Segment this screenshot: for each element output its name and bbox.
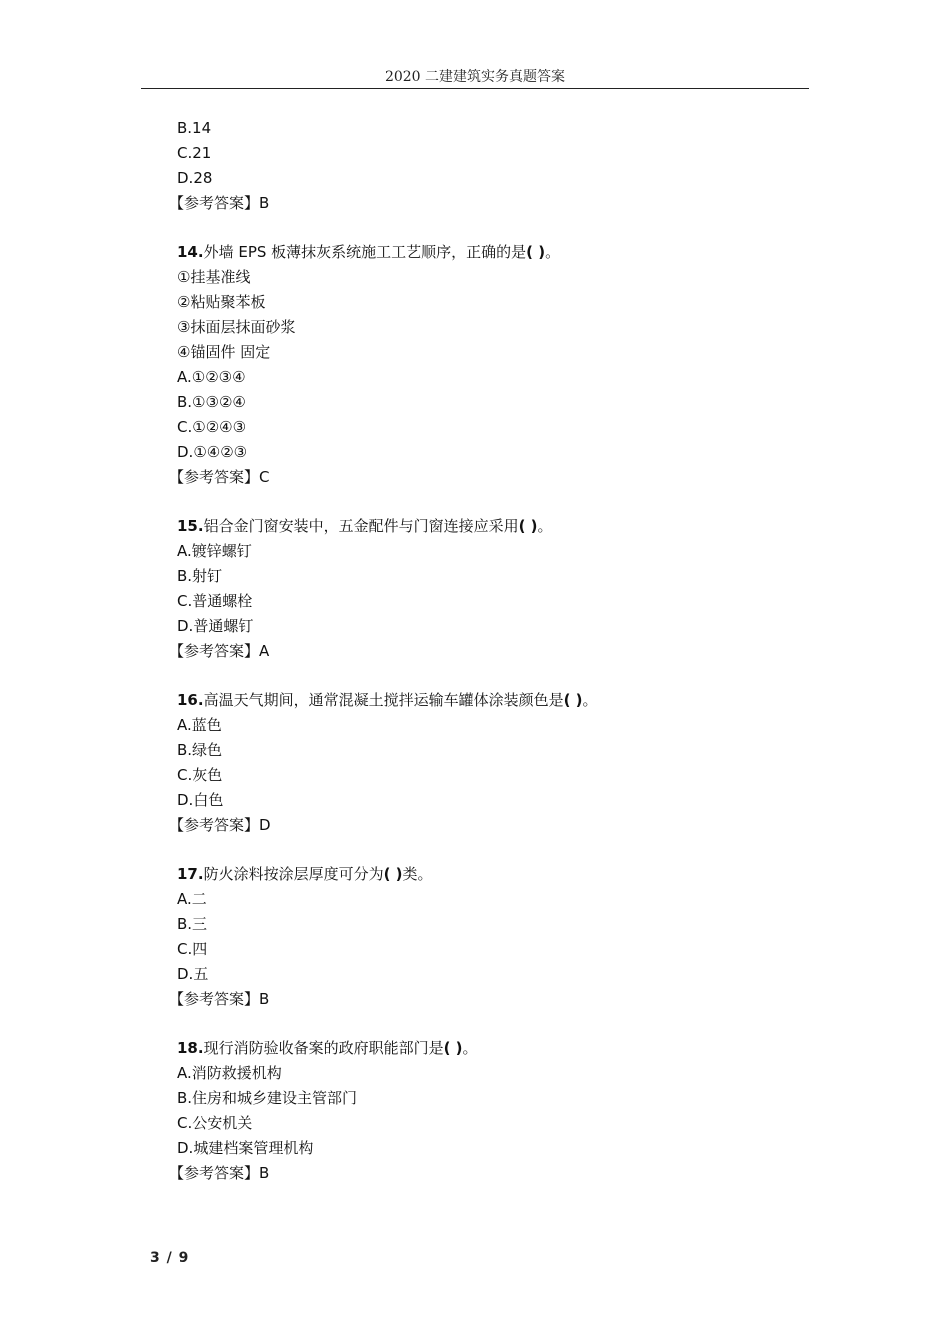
question-blank: ( )	[383, 865, 403, 883]
question-stem	[177, 862, 797, 887]
option-line: D.①④②③	[177, 443, 248, 461]
option-line: C.21	[177, 144, 212, 162]
document-body	[169, 116, 797, 1186]
question-stem	[177, 1036, 797, 1061]
question-number: 17.	[177, 865, 204, 883]
option-line: B.14	[177, 119, 212, 137]
answer-value: A	[259, 642, 270, 660]
question-text: 防火涂料按涂层厚度可分为	[203, 865, 384, 883]
question-text: 高温天气期间，通常混凝土搅拌运输车罐体涂装颜色是	[203, 691, 564, 709]
answer-prefix: 【参考答案】	[169, 1164, 260, 1182]
option-line: B.三	[177, 915, 208, 933]
answer-prefix: 【参考答案】	[169, 816, 260, 834]
option-line: C.普通螺栓	[177, 592, 253, 610]
question-end: 。	[462, 1039, 478, 1057]
option-line: B.射钉	[177, 567, 223, 585]
option-line: D.城建档案管理机构	[177, 1139, 314, 1157]
option-line: A.镀锌螺钉	[177, 542, 252, 560]
step-line: ①挂基准线	[177, 268, 251, 286]
answer-value: B	[259, 1164, 270, 1182]
answer-line	[169, 191, 797, 216]
answer-line	[169, 813, 797, 838]
answer-value: B	[259, 990, 270, 1008]
question-end: 。	[582, 691, 598, 709]
question-number: 18.	[177, 1039, 204, 1057]
option-line: D.白色	[177, 791, 224, 809]
answer-prefix: 【参考答案】	[169, 194, 260, 212]
option-line: A.①②③④	[177, 368, 246, 386]
question-number: 15.	[177, 517, 204, 535]
question-end: 。	[537, 517, 553, 535]
page-header: 2020 二建建筑实务真题答案	[141, 66, 809, 89]
option-line: A.二	[177, 890, 207, 908]
step-line: ②粘贴聚苯板	[177, 293, 266, 311]
option-line: D.普通螺钉	[177, 617, 254, 635]
option-line: B.住房和城乡建设主管部门	[177, 1089, 358, 1107]
option-line: C.①②④③	[177, 418, 247, 436]
answer-prefix: 【参考答案】	[169, 990, 260, 1008]
option-line: B.①③②④	[177, 393, 246, 411]
question-stem	[177, 514, 797, 539]
question-number: 16.	[177, 691, 204, 709]
question-text: 外墙 EPS 板薄抹灰系统施工工艺顺序，正确的是	[203, 243, 527, 261]
option-line: B.绿色	[177, 741, 223, 759]
answer-prefix: 【参考答案】	[169, 468, 260, 486]
answer-line	[169, 465, 797, 490]
option-line: D.28	[177, 169, 213, 187]
option-line: C.灰色	[177, 766, 223, 784]
question-blank: ( )	[563, 691, 583, 709]
answer-value: B	[259, 194, 270, 212]
question-text: 铝合金门窗安装中，五金配件与门窗连接应采用	[203, 517, 519, 535]
option-line: A.蓝色	[177, 716, 222, 734]
question-end: 类。	[402, 865, 433, 883]
question-text: 现行消防验收备案的政府职能部门是	[203, 1039, 444, 1057]
option-line: C.四	[177, 940, 208, 958]
step-line: ④锚固件 固定	[177, 343, 271, 361]
option-line: A.消防救援机构	[177, 1064, 282, 1082]
answer-prefix: 【参考答案】	[169, 642, 260, 660]
question-blank: ( )	[526, 243, 546, 261]
answer-line	[169, 1161, 797, 1186]
page-number: 3 / 9	[150, 1250, 190, 1266]
step-line: ③抹面层抹面砂浆	[177, 318, 296, 336]
option-line: D.五	[177, 965, 209, 983]
answer-line	[169, 987, 797, 1012]
answer-value: D	[259, 816, 271, 834]
answer-line	[169, 639, 797, 664]
option-line: C.公安机关	[177, 1114, 253, 1132]
question-number: 14.	[177, 243, 204, 261]
question-stem	[177, 688, 797, 713]
question-end: 。	[545, 243, 561, 261]
question-blank: ( )	[443, 1039, 463, 1057]
answer-value: C	[259, 468, 270, 486]
question-blank: ( )	[518, 517, 538, 535]
question-stem	[177, 240, 797, 265]
